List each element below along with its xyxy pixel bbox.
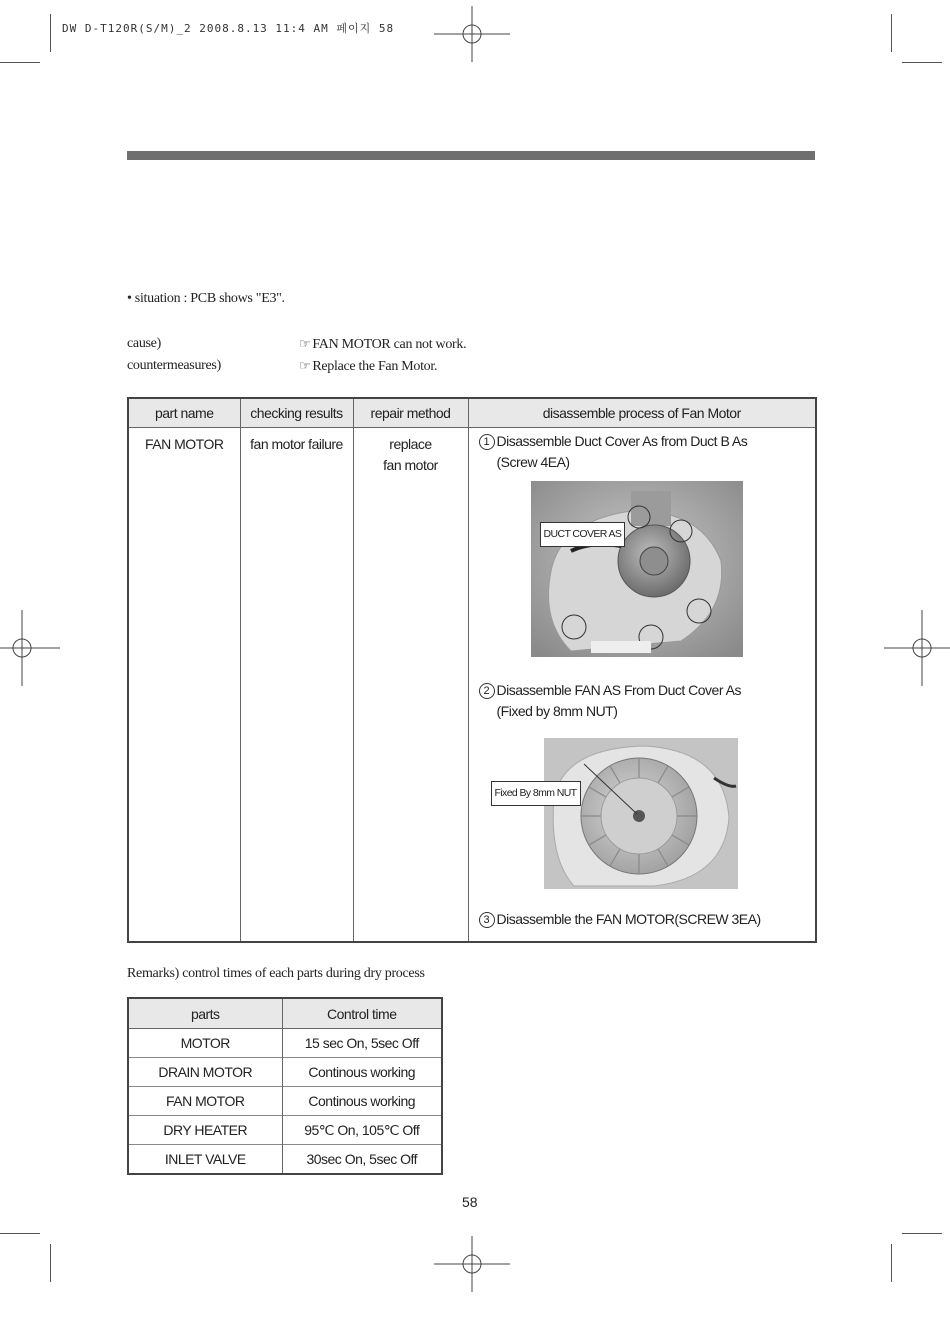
part-name-cell: FAN MOTOR (145, 436, 224, 452)
step-text: Disassemble FAN AS From Duct Cover As (496, 682, 741, 698)
column-header: repair method (353, 398, 468, 428)
table-header-row (128, 998, 442, 1029)
table-row (128, 1145, 442, 1175)
step-number-badge: 3 (479, 912, 495, 928)
step-text: Disassemble the FAN MOTOR(SCREW 3EA) (496, 911, 761, 927)
table-header-row (128, 398, 816, 428)
remarks-title: Remarks) control times of each parts during dry process (127, 966, 425, 981)
control-time-table (127, 997, 443, 1175)
control-time-cell: 15 sec On, 5sec Off (282, 1029, 442, 1058)
table-row (128, 1087, 442, 1116)
step-subtext: (Fixed by 8mm NUT) (496, 703, 618, 719)
table-row (128, 428, 816, 943)
table-row (128, 1116, 442, 1145)
step-2 (479, 680, 741, 722)
step-text: Disassemble Duct Cover As from Duct B As (496, 433, 748, 449)
cause-line (299, 336, 466, 353)
fan-assembly-photo (544, 738, 738, 889)
step-number-badge: 2 (479, 683, 495, 699)
crop-mark (50, 1244, 51, 1282)
control-time-cell: 30sec On, 5sec Off (282, 1145, 442, 1175)
column-header: checking results (240, 398, 353, 428)
registration-mark-icon (0, 610, 60, 686)
crop-mark (902, 62, 942, 63)
column-header: Control time (282, 998, 442, 1029)
control-time-cell: Continous working (282, 1058, 442, 1087)
registration-mark-icon (434, 1226, 510, 1302)
registration-mark-icon (434, 0, 510, 72)
part-cell: FAN MOTOR (128, 1087, 282, 1116)
crop-mark (891, 14, 892, 52)
crop-mark (0, 62, 40, 63)
repair-method-line: fan motor (383, 457, 438, 473)
pointing-hand-icon: ☞ (299, 336, 311, 351)
disassemble-process-cell (468, 428, 816, 943)
situation-text: • situation : PCB shows "E3". (127, 291, 285, 306)
cause-text: FAN MOTOR can not work. (312, 337, 467, 352)
registration-mark-icon (884, 610, 950, 686)
page-number: 58 (462, 1194, 478, 1210)
checking-result-cell: fan motor failure (240, 428, 353, 943)
control-time-cell: 95℃ On, 105℃ Off (282, 1116, 442, 1145)
print-header: DW D-T120R(S/M)_2 2008.8.13 11:4 AM 페이지 58 (62, 22, 395, 35)
step-1 (479, 431, 748, 473)
repair-method-cell (353, 428, 468, 943)
control-time-cell: Continous working (282, 1087, 442, 1116)
countermeasures-label: countermeasures) (127, 358, 221, 373)
photo-callout-duct-cover: DUCT COVER AS (540, 522, 626, 547)
crop-mark (891, 1244, 892, 1282)
column-header: disassemble process of Fan Motor (468, 398, 816, 428)
step-number-badge: 1 (479, 434, 495, 450)
part-cell: DRAIN MOTOR (128, 1058, 282, 1087)
crop-mark (902, 1233, 942, 1234)
pointing-hand-icon: ☞ (299, 358, 311, 373)
part-cell: INLET VALVE (128, 1145, 282, 1175)
table-row (128, 1029, 442, 1058)
crop-mark (0, 1233, 40, 1234)
step-3 (479, 909, 761, 930)
repair-table (127, 397, 817, 943)
crop-mark (50, 14, 51, 52)
countermeasures-line (299, 358, 437, 375)
part-cell: MOTOR (128, 1029, 282, 1058)
duct-cover-photo (531, 481, 743, 657)
cause-label: cause) (127, 336, 161, 351)
table-row (128, 1058, 442, 1087)
countermeasures-text: Replace the Fan Motor. (312, 359, 438, 374)
column-header: parts (128, 998, 282, 1029)
column-header: part name (128, 398, 240, 428)
photo-callout-nut: Fixed By 8mm NUT (491, 781, 581, 806)
section-divider-bar (127, 151, 815, 160)
step-subtext: (Screw 4EA) (496, 454, 570, 470)
repair-method-line: replace (389, 436, 432, 452)
part-cell: DRY HEATER (128, 1116, 282, 1145)
